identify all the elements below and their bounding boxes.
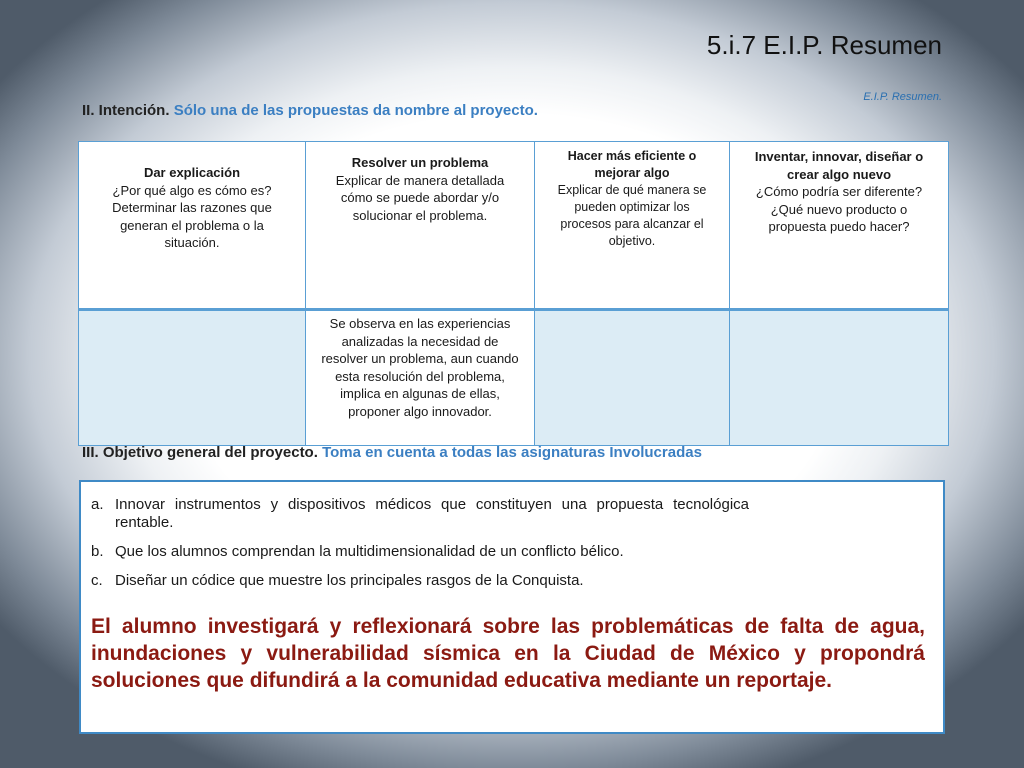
intent-heading: [82, 102, 538, 119]
objective-box: [79, 480, 945, 734]
intent-option-title: Hacer más eficiente o mejorar algo: [567, 149, 697, 180]
intent-option-body: ¿Cómo podría ser diferente? ¿Qué nuevo producto o propuesta puedo hacer?: [755, 184, 923, 234]
intent-table: [78, 141, 949, 446]
slide-title: 5.i.7 E.I.P. Resumen: [706, 30, 942, 60]
intent-selection-cell-empty: [535, 310, 730, 446]
intent-heading-label: II. Intención.: [82, 102, 170, 119]
objective-heading-label: III. Objetivo general del proyecto.: [82, 444, 318, 461]
slide-subtitle: E.I.P. Resumen.: [863, 91, 942, 103]
objective-item-text: Diseñar un códice que muestre los principales rasgos de la Conquista.: [115, 572, 584, 589]
objective-item-text: Que los alumnos comprendan la multidimensionalidad de un conflicto bélico.: [115, 543, 624, 560]
objective-item: [91, 572, 929, 590]
intent-option-explain: [79, 142, 306, 310]
intent-option-body: Explicar de qué manera se pueden optimizar los procesos para alcanzar el objetivo.: [557, 183, 707, 248]
intent-selection-cell-empty: [730, 310, 949, 446]
intent-option-solve: [306, 142, 535, 310]
intent-option-title: Inventar, innovar, diseñar o crear algo nuevo: [754, 149, 924, 182]
objective-statement: El alumno investigará y reflexionará sobre las problemáticas de falta de agua, inundaciones y vulnerabilidad sísmica en la Ciudad de México y propondrá soluciones que difundirá a la comunidad educativa mediante un reportaje.: [91, 615, 925, 692]
objective-item: [91, 543, 929, 561]
objective-item-text: Innovar instrumentos y dispositivos médicos que constituyen una propuesta tecnológica rentable.: [115, 496, 749, 531]
intent-option-body: ¿Por qué algo es cómo es? Determinar las razones que generan el problema o la situación.: [112, 182, 272, 250]
intent-option-title: Dar explicación: [143, 165, 241, 180]
objective-item-marker: c.: [91, 572, 103, 589]
objective-heading-note: Toma en cuenta a todas las asignaturas Involucradas: [322, 444, 702, 461]
intent-selection-cell-solve: Se observa en las experiencias analizadas la necesidad de resolver un problema, aun cuando esta resolución del problema, implica en algunas de ellas, proponer algo innovador.: [306, 310, 535, 446]
intent-options-row: [79, 142, 949, 310]
objective-list: [91, 496, 929, 590]
intent-heading-note: Sólo una de las propuestas da nombre al proyecto.: [173, 102, 538, 119]
intent-selection-cell-empty: [79, 310, 306, 446]
intent-option-title: Resolver un problema: [351, 155, 489, 170]
objective-item: [91, 496, 929, 532]
objective-heading: [82, 444, 702, 461]
objective-item-marker: b.: [91, 543, 104, 560]
intent-option-innovate: [730, 142, 949, 310]
intent-option-body: Explicar de manera detallada cómo se puede abordar y/o solucionar el problema.: [335, 172, 505, 223]
intent-option-improve: [535, 142, 730, 310]
intent-selection-row: [79, 310, 949, 446]
objective-item-marker: a.: [91, 496, 104, 513]
